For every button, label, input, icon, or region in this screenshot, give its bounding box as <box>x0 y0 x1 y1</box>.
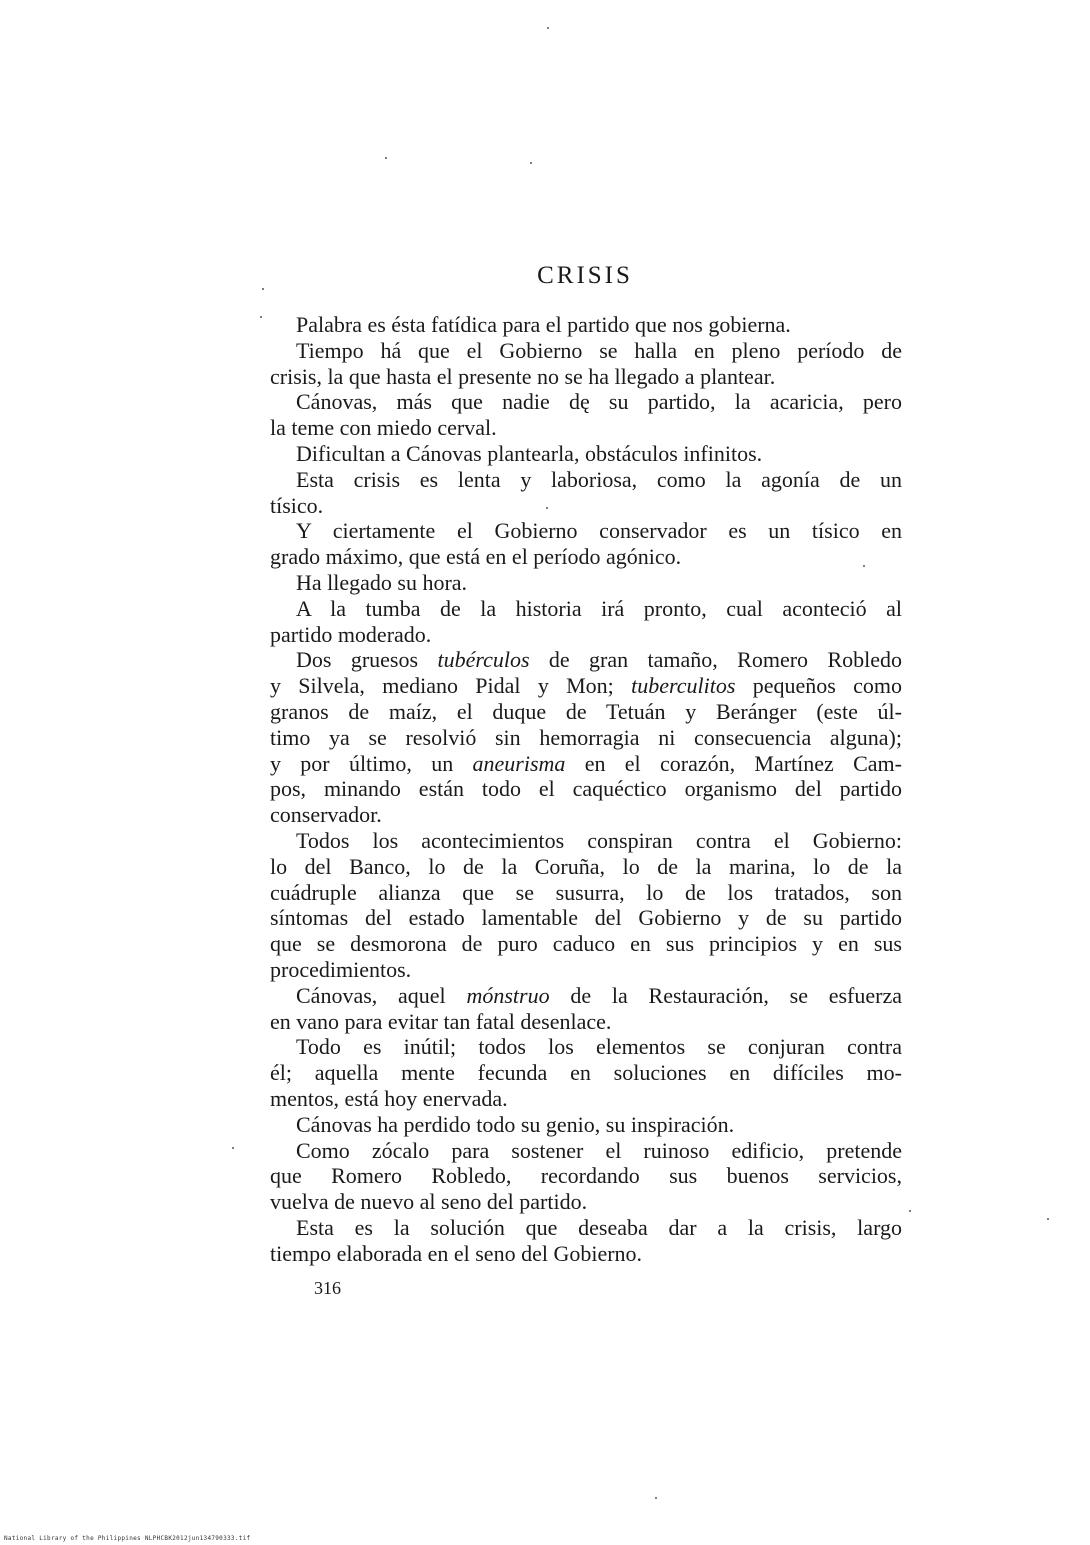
text-line: cuádruple alianza que se susurra, lo de los tratados, son <box>270 879 902 905</box>
scan-speck <box>655 1497 657 1499</box>
text-line: vuelva de nuevo al seno del partido. <box>270 1189 588 1215</box>
text-line: grado máximo, que está en el período agónico. <box>270 544 682 570</box>
text-line: timo ya se resolvió sin hemorragia ni consecuencia alguna); <box>270 724 902 750</box>
text-line: A la tumba de la historia irá pronto, cual aconteció al <box>296 595 902 621</box>
text-line: tísico. <box>270 492 324 518</box>
text-line: Palabra es ésta fatídica para el partido que nos gobierna. <box>296 312 791 337</box>
text-line: Y ciertamente el Gobierno conservador es un tísico en <box>296 518 902 544</box>
scan-speck <box>546 507 548 509</box>
scan-speck <box>385 157 387 159</box>
italic-term: mónstruo <box>466 982 550 1008</box>
text-line: mentos, está hoy enervada. <box>270 1085 508 1111</box>
scan-speck <box>547 27 549 29</box>
text-line: la teme con miedo cerval. <box>270 415 497 441</box>
text-line: procedimientos. <box>270 956 412 982</box>
text-line: Esta es la solución que deseaba dar a la crisis, largo <box>296 1214 902 1240</box>
text-line: granos de maíz, el duque de Tetuán y Beránger (este úl- <box>270 698 902 724</box>
page-number: 316 <box>314 1278 341 1298</box>
text-line: en vano para evitar tan fatal desenlace. <box>270 1008 612 1034</box>
text-line: él; aquella mente fecunda en soluciones en difíciles mo- <box>270 1060 902 1086</box>
text-line: Cánovas, aquel mónstruo de la Restauración, se esfuerza <box>296 982 903 1008</box>
scan-speck <box>909 1210 911 1212</box>
text-line: y por último, un aneurisma en el corazón, Martínez Cam- <box>270 750 902 776</box>
text-line: conservador. <box>270 802 382 828</box>
text-line: Cánovas, más que nadie dę su partido, la acaricia, pero <box>296 389 902 415</box>
text-line: y Silvela, mediano Pidal y Mon; tuberculitos pequeños como <box>270 673 902 699</box>
text-line: pos, minando están todo el caquéctico organismo del partido <box>270 776 902 802</box>
scan-speck <box>1047 1218 1049 1220</box>
scan-speck <box>260 316 262 318</box>
scan-speck <box>530 162 532 164</box>
text-line: Esta crisis es lenta y laboriosa, como la agonía de un <box>296 466 902 492</box>
body-text <box>270 312 902 1266</box>
text-line: Dificultan a Cánovas plantearla, obstáculos infinitos. <box>296 440 763 466</box>
text-line: crisis, la que hasta el presente no se ha llegado a plantear. <box>270 363 776 389</box>
page-title: CRISIS <box>537 262 633 289</box>
text-line: tiempo elaborada en el seno del Gobierno. <box>270 1240 643 1266</box>
text-line: Dos gruesos tubérculos de gran tamaño, Romero Robledo <box>296 647 902 673</box>
text-line: Tiempo há que el Gobierno se halla en pleno período de <box>296 337 902 363</box>
scan-speck <box>262 288 264 290</box>
text-line: Todos los acontecimientos conspiran contra el Gobierno: <box>296 827 902 853</box>
italic-term: aneurisma <box>472 750 566 776</box>
scan-speck <box>232 1147 234 1149</box>
text-line: Ha llegado su hora. <box>296 569 468 595</box>
text-line: síntomas del estado lamentable del Gobierno y de su partido <box>270 905 902 931</box>
scan-speck <box>863 565 865 567</box>
text-line: que se desmorona de puro caduco en sus principios y en sus <box>270 931 902 957</box>
italic-term: tuberculitos <box>631 673 736 699</box>
text-line: partido moderado. <box>270 621 432 647</box>
text-line: Cánovas ha perdido todo su genio, su inspiración. <box>296 1111 735 1137</box>
text-line: Todo es inútil; todos los elementos se conjuran contra <box>296 1034 902 1060</box>
scan-credit-footer: National Library of the Philippines NLPHCBK2012jun134790333.tif <box>4 1535 251 1542</box>
italic-term: tubérculos <box>437 647 530 673</box>
text-line: que Romero Robledo, recordando sus buenos servicios, <box>270 1163 902 1189</box>
text-line: lo del Banco, lo de la Coruña, lo de la marina, lo de la <box>270 853 902 879</box>
text-line: Como zócalo para sostener el ruinoso edificio, pretende <box>296 1137 902 1163</box>
